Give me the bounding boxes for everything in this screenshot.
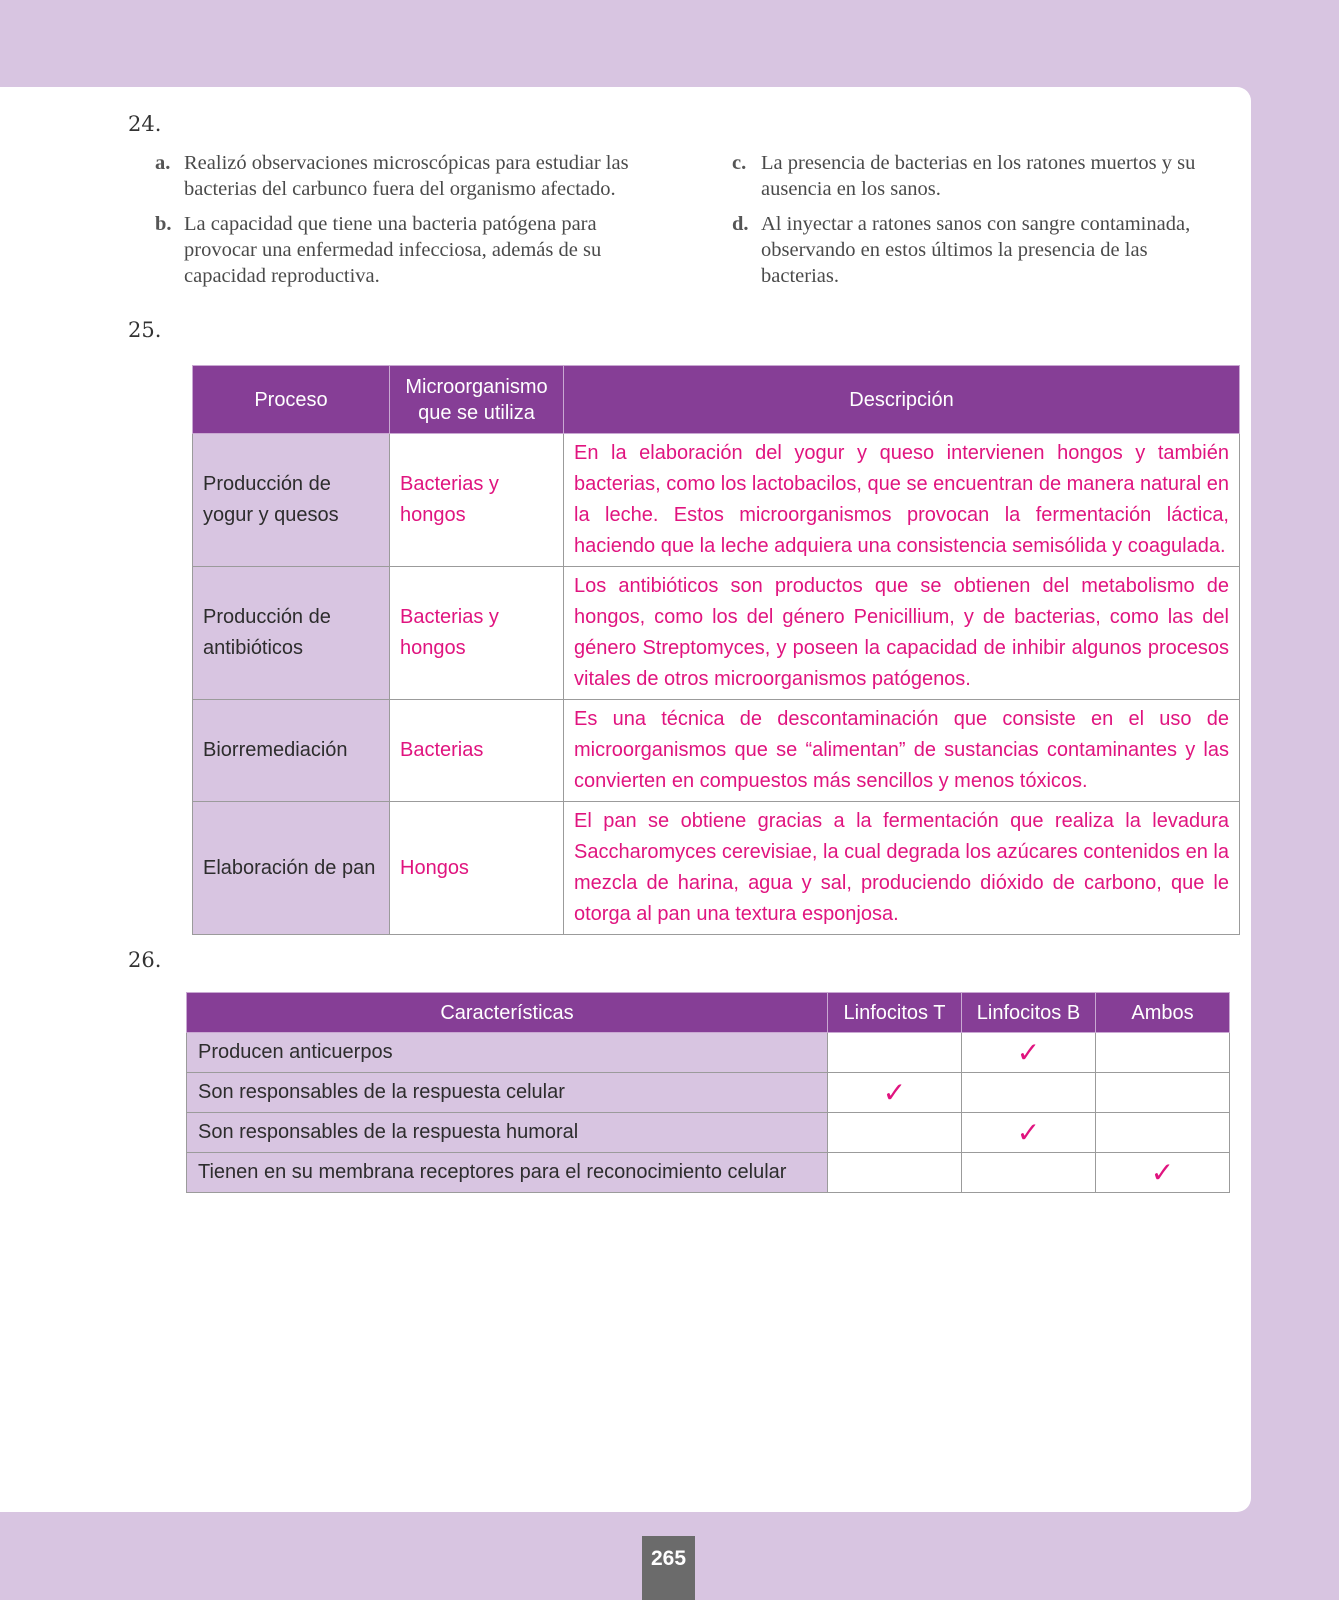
answer-d-letter: d. (732, 213, 749, 235)
answer-a-letter: a. (155, 152, 171, 174)
header-descripcion: Descripción (564, 366, 1240, 434)
question-24-number: 24. (128, 112, 162, 136)
header-microorganismo: Microorganismo que se utiliza (390, 366, 564, 434)
check-mark-icon: ✓ (962, 1033, 1096, 1073)
table-row (187, 1033, 1230, 1073)
header-linfocitos-t: Linfocitos T (828, 993, 962, 1033)
header-proceso: Proceso (193, 366, 390, 434)
cell-proceso: Biorremediación (193, 700, 390, 802)
answer-a (155, 150, 645, 202)
cell-proceso: Producción de yogur y quesos (193, 434, 390, 567)
cell-descripcion: Los antibióticos son productos que se obtienen del metabolismo de hongos, como los del género Penicillium, y de bacterias, como las del género Streptomyces, y poseen la capacidad de inhibir algunos procesos vitales de otros microorganismos patógenos. (564, 567, 1240, 700)
answer-d (732, 211, 1222, 289)
processes-table-header (193, 366, 1240, 434)
table-row (187, 1153, 1230, 1193)
cell-proceso: Elaboración de pan (193, 802, 390, 935)
answer-d-text: Al inyectar a ratones sanos con sangre contaminada, observando en estos últimos la presencia de las bacterias. (761, 213, 1191, 287)
check-mark-icon: ✓ (828, 1073, 962, 1113)
check-mark-icon (1096, 1033, 1230, 1073)
cell-descripcion: En la elaboración del yogur y queso intervienen hongos y también bacterias, como los lactobacilos, que se encuentran de manera natural en la leche. Estos microorganismos provocan la fermentación láctica, haciendo que la leche adquiera una consistencia semisólida y coagulada. (564, 434, 1240, 567)
table-row (193, 434, 1240, 567)
header-ambos: Ambos (1096, 993, 1230, 1033)
page-number: 265 (642, 1536, 695, 1600)
answer-b-letter: b. (155, 213, 172, 235)
question-25-number: 25. (128, 318, 162, 342)
check-mark-icon (828, 1033, 962, 1073)
cell-microorganismo: Bacterias y hongos (390, 434, 564, 567)
answer-a-text: Realizó observaciones microscópicas para estudiar las bacterias del carbunco fuera del organismo afectado. (184, 152, 629, 200)
table-row (187, 1113, 1230, 1153)
cell-feature: Producen anticuerpos (187, 1033, 828, 1073)
table-row (187, 1073, 1230, 1113)
header-linfocitos-b: Linfocitos B (962, 993, 1096, 1033)
check-mark-icon: ✓ (962, 1113, 1096, 1153)
table-row (193, 700, 1240, 802)
answer-c-letter: c. (732, 152, 747, 174)
table-row (193, 802, 1240, 935)
table-row (193, 567, 1240, 700)
check-mark-icon (828, 1153, 962, 1193)
cell-microorganismo: Hongos (390, 802, 564, 935)
answer-b-text: La capacidad que tiene una bacteria patógena para provocar una enfermedad infecciosa, además de su capacidad reproductiva. (184, 213, 602, 287)
check-mark-icon (962, 1153, 1096, 1193)
cell-descripcion: Es una técnica de descontaminación que consiste en el uso de microorganismos que se “alimentan” de sustancias contaminantes y las convierten en compuestos más sencillos y menos tóxicos. (564, 700, 1240, 802)
lymphocytes-table (186, 992, 1230, 1193)
processes-table (192, 365, 1240, 935)
check-mark-icon: ✓ (1096, 1153, 1230, 1193)
cell-proceso: Producción de antibióticos (193, 567, 390, 700)
check-mark-icon (962, 1073, 1096, 1113)
cell-feature: Son responsables de la respuesta humoral (187, 1113, 828, 1153)
question-26-number: 26. (128, 948, 162, 972)
check-mark-icon (828, 1113, 962, 1153)
cell-microorganismo: Bacterias (390, 700, 564, 802)
answer-c-text: La presencia de bacterias en los ratones muertos y su ausencia en los sanos. (761, 152, 1196, 200)
cell-feature: Son responsables de la respuesta celular (187, 1073, 828, 1113)
lymphocytes-table-header (187, 993, 1230, 1033)
cell-descripcion: El pan se obtiene gracias a la fermentación que realiza la levadura Saccharomyces cerevisiae, la cual degrada los azúcares contenidos en la mezcla de harina, agua y sal, produciendo dióxido de carbono, que le otorga al pan una textura esponjosa. (564, 802, 1240, 935)
header-caracteristicas: Características (187, 993, 828, 1033)
cell-feature: Tienen en su membrana receptores para el reconocimiento celular (187, 1153, 828, 1193)
answer-b (155, 211, 645, 289)
check-mark-icon (1096, 1073, 1230, 1113)
check-mark-icon (1096, 1113, 1230, 1153)
answer-c (732, 150, 1222, 202)
cell-microorganismo: Bacterias y hongos (390, 567, 564, 700)
